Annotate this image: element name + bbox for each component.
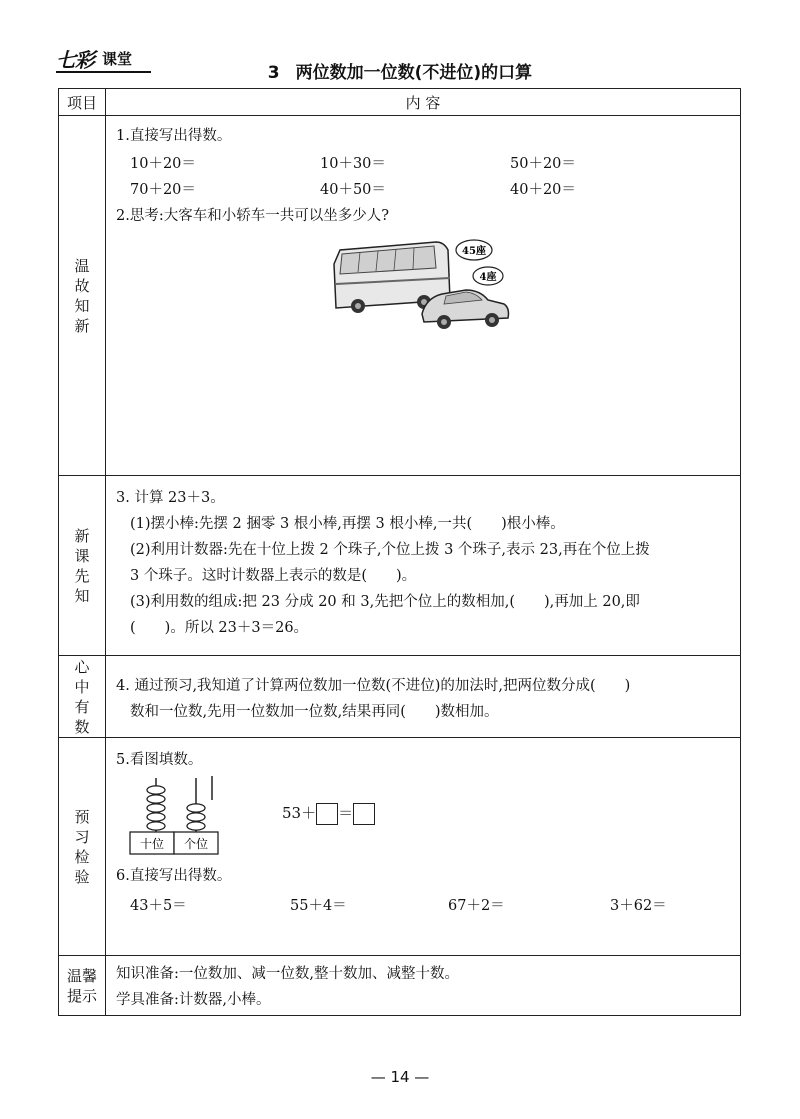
section-tips — [106, 956, 741, 1016]
lesson-title: 两位数加一位数(不进位)的口算 — [295, 63, 533, 83]
q3-title: 3. 计算 23＋3。 — [116, 490, 225, 506]
ones-beads — [187, 804, 205, 830]
abacus-bead — [187, 804, 205, 812]
bus-seat-label: 45座 — [462, 246, 486, 257]
section-label-mind: 心中有数 — [59, 656, 106, 738]
q1-item: 10＋20＝ — [130, 156, 196, 172]
tens-label: 十位 — [139, 837, 165, 851]
section-label-review: 温故知新 — [59, 116, 106, 476]
q1-item: 40＋20＝ — [510, 182, 576, 198]
ones-label: 个位 — [183, 837, 209, 851]
page-number: — 14 — — [370, 1068, 430, 1086]
abacus-bead — [147, 804, 165, 812]
logo-brand: 七彩 — [56, 48, 94, 72]
q3-line: 3 个珠子。这时计数器上表示的数是( )。 — [130, 568, 417, 584]
answer-box[interactable] — [353, 803, 375, 825]
page-title — [0, 58, 800, 83]
section-check — [106, 738, 741, 956]
q6-item: 43＋5＝ — [130, 898, 187, 914]
lesson-number: 3 — [267, 63, 280, 83]
section-preview — [106, 476, 741, 656]
tips-line: 知识准备:一位数加、减一位数,整十数加、减整十数。 — [116, 966, 459, 982]
q4-line: 4. 通过预习,我知道了计算两位数加一位数(不进位)的加法时,把两位数分成( ) — [116, 678, 631, 694]
q1-item: 50＋20＝ — [510, 156, 576, 172]
q5-title: 5.看图填数。 — [116, 752, 203, 768]
q5-equation: 53＋ ＝ — [282, 802, 375, 825]
abacus-bead — [147, 795, 165, 803]
q4-line: 数和一位数,先用一位数加一位数,结果再同( )数相加。 — [130, 704, 499, 720]
column-header-item: 项目 — [59, 89, 106, 116]
section-label-tips: 温馨提示 — [59, 956, 106, 1016]
answer-box[interactable] — [316, 803, 338, 825]
section-label-preview: 新课先知 — [59, 476, 106, 656]
lesson-table — [58, 88, 741, 1016]
abacus-bead — [187, 822, 205, 830]
q6-item: 67＋2＝ — [448, 898, 505, 914]
abacus-illustration — [126, 772, 236, 856]
column-header-content: 内 容 — [106, 89, 741, 116]
q6-title: 6.直接写出得数。 — [116, 868, 232, 884]
q6-item: 3＋62＝ — [610, 898, 667, 914]
abacus-bead — [147, 813, 165, 821]
q1-item: 70＋20＝ — [130, 182, 196, 198]
abacus-bead — [147, 822, 165, 830]
q3-line: (1)摆小棒:先摆 2 捆零 3 根小棒,再摆 3 根小棒,一共( )根小棒。 — [130, 516, 565, 532]
section-mind — [106, 656, 741, 738]
logo-sub: 课堂 — [102, 50, 133, 68]
abacus-bead — [147, 786, 165, 794]
q6-item: 55＋4＝ — [290, 898, 347, 914]
q3-line: (2)利用计数器:先在十位上拨 2 个珠子,个位上拨 3 个珠子,表示 23,再在个位上拨 — [130, 542, 650, 558]
q1-title: 1.直接写出得数。 — [116, 128, 232, 144]
car-seat-label: 4座 — [479, 272, 497, 283]
tips-line: 学具准备:计数器,小棒。 — [116, 992, 271, 1008]
abacus-bead — [187, 813, 205, 821]
section-review — [106, 116, 741, 476]
q2-title: 2.思考:大客车和小轿车一共可以坐多少人? — [116, 208, 389, 224]
bus-and-car-illustration — [326, 228, 516, 338]
car-icon — [422, 290, 509, 329]
q3-line: ( )。所以 23＋3＝26。 — [130, 620, 309, 636]
q1-item: 10＋30＝ — [320, 156, 386, 172]
tens-beads — [147, 786, 165, 830]
section-label-check: 预习检验 — [59, 738, 106, 956]
q3-line: (3)利用数的组成:把 23 分成 20 和 3,先把个位上的数相加,( ),再加上 20,即 — [130, 594, 640, 610]
q1-item: 40＋50＝ — [320, 182, 386, 198]
